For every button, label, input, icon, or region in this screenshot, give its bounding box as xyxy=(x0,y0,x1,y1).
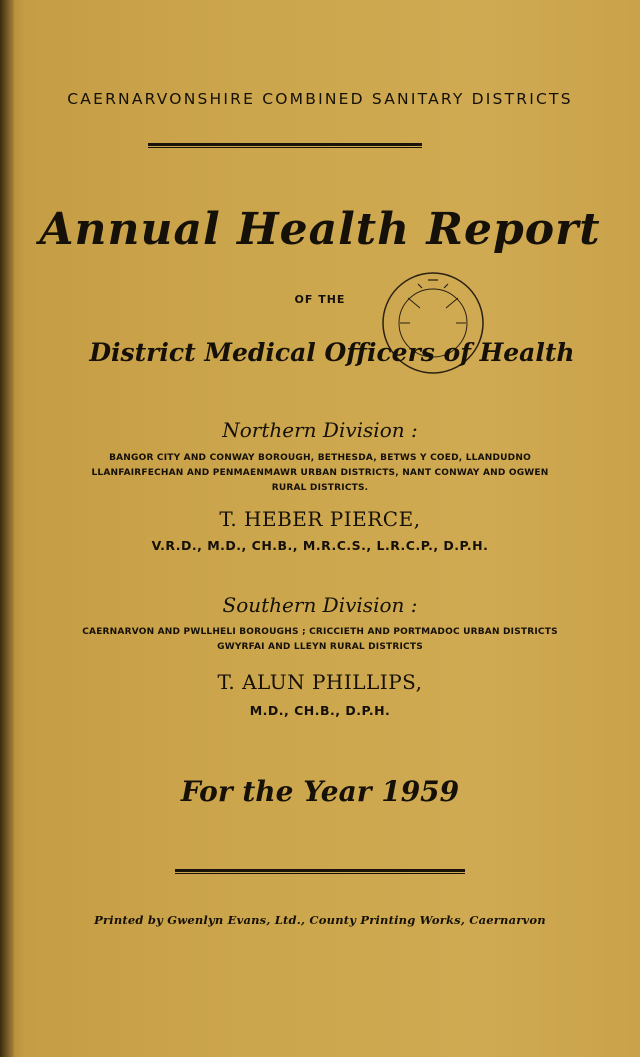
report-year: For the Year 1959 xyxy=(180,775,460,808)
southern-districts xyxy=(0,625,640,655)
officers-subtitle: District Medical Officers of Health xyxy=(89,338,575,367)
northern-division-heading: Northern Division : xyxy=(222,418,418,442)
southern-division-heading: Southern Division : xyxy=(222,593,418,617)
northern-districts xyxy=(0,451,640,496)
report-title: Annual Health Report xyxy=(39,204,601,255)
southern-officer-qualifications: M.D., CH.B., D.P.H. xyxy=(249,703,391,718)
southern-officer-name: T. ALUN PHILLIPS, xyxy=(217,670,423,694)
bottom-divider xyxy=(175,869,465,872)
header-title: CAERNARVONSHIRE COMBINED SANITARY DISTRICTS xyxy=(67,90,573,108)
of-the-label: OF THE xyxy=(294,293,346,306)
top-divider xyxy=(148,143,422,146)
northern-districts-line-3: RURAL DISTRICTS. xyxy=(271,483,369,493)
printer-credit: Printed by Gwenlyn Evans, Ltd., County Printing Works, Caernarvon xyxy=(94,913,546,927)
southern-districts-line-2: GWYRFAI AND LLEYN RURAL DISTRICTS xyxy=(217,642,423,652)
northern-districts-line-2: LLANFAIRFECHAN AND PENMAENMAWR URBAN DISTRICTS, NANT CONWAY AND OGWEN xyxy=(91,468,549,478)
southern-districts-line-1: CAERNARVON AND PWLLHELI BOROUGHS ; CRICCIETH AND PORTMADOC URBAN DISTRICTS xyxy=(82,627,558,637)
northern-districts-line-1: BANGOR CITY AND CONWAY BOROUGH, BETHESDA, BETWS Y COED, LLANDUDNO xyxy=(109,453,531,463)
northern-officer-qualifications: V.R.D., M.D., CH.B., M.R.C.S., L.R.C.P., D.P.H. xyxy=(151,538,489,553)
northern-officer-name: T. HEBER PIERCE, xyxy=(219,507,421,531)
